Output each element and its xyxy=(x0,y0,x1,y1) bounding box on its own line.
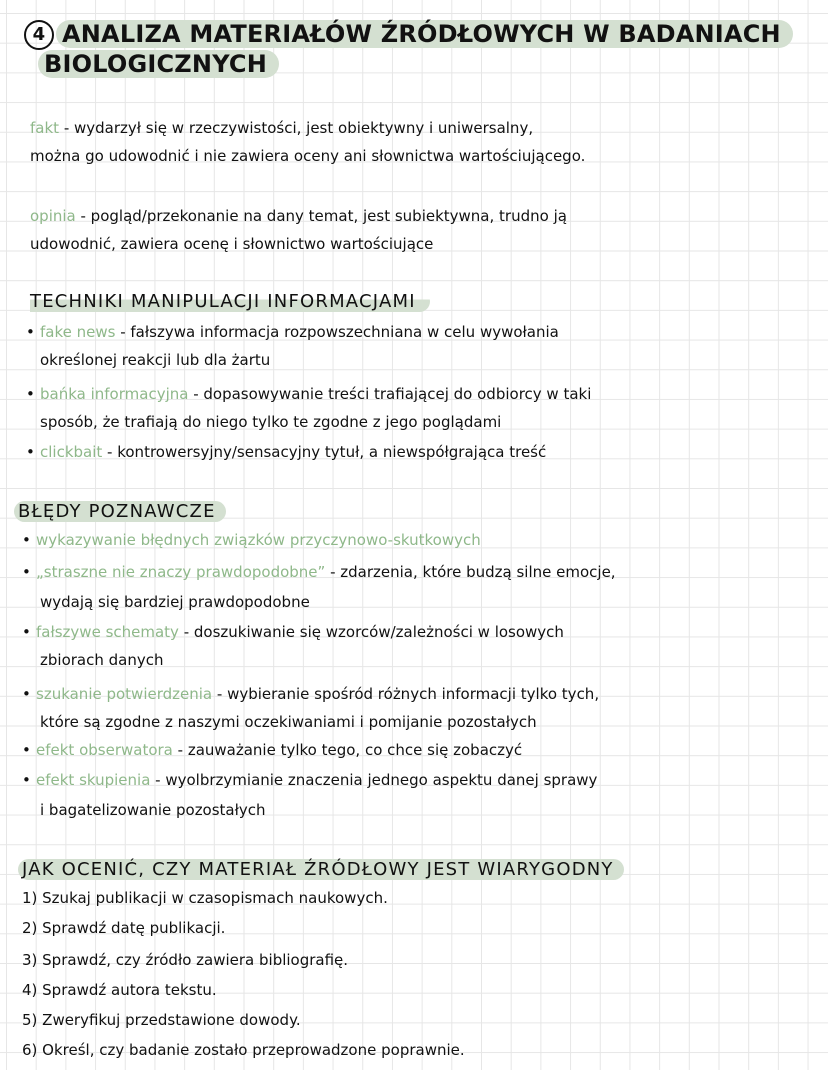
title-line-2 xyxy=(38,48,279,80)
item-text: - wybieranie spośród różnych informacji tylko tych, xyxy=(212,685,600,703)
list-item-continued xyxy=(40,592,310,612)
numbered-step xyxy=(22,1010,301,1030)
term: clickbait xyxy=(40,443,103,461)
term-opinia: opinia xyxy=(30,207,76,225)
page-title-continued: BIOLOGICZNYCH xyxy=(38,50,279,78)
term: „straszne nie znaczy prawdopodobne” xyxy=(36,563,326,581)
item-text: - kontrowersyjny/sensacyjny tytuł, a niewspółgrająca treść xyxy=(102,443,547,461)
list-item xyxy=(26,322,559,342)
term: fake news xyxy=(40,323,116,341)
step-text: 3) Sprawdź, czy źródło zawiera bibliografię. xyxy=(22,951,349,969)
bullet-icon: • xyxy=(22,771,31,789)
section-heading-evaluation xyxy=(18,858,624,882)
definition-fakt-line-2 xyxy=(30,146,585,166)
item-text: zbiorach danych xyxy=(40,651,164,669)
bullet-icon: • xyxy=(22,685,31,703)
item-text: sposób, że trafiają do niego tylko te zgodne z jego poglądami xyxy=(40,413,502,431)
bullet-icon: • xyxy=(22,563,31,581)
numbered-step xyxy=(22,950,348,970)
step-text: 6) Określ, czy badanie zostało przeprowadzone poprawnie. xyxy=(22,1041,465,1059)
list-item xyxy=(22,684,599,704)
term: bańka informacyjna xyxy=(40,385,189,403)
section-number-badge: 4 xyxy=(24,20,54,50)
numbered-step xyxy=(22,1040,465,1060)
list-item-continued xyxy=(40,412,501,432)
item-text: - fałszywa informacja rozpowszechniana w celu wywołania xyxy=(115,323,559,341)
item-text: które są zgodne z naszymi oczekiwaniami i pomijanie pozostałych xyxy=(40,713,537,731)
item-text: wydają się bardziej prawdopodobne xyxy=(40,593,310,611)
definition-text: można go udowodnić i nie zawiera oceny ani słownictwa wartościującego. xyxy=(30,147,586,165)
term: efekt obserwatora xyxy=(36,741,173,759)
term: szukanie potwierdzenia xyxy=(36,685,213,703)
item-text: i bagatelizowanie pozostałych xyxy=(40,801,266,819)
definition-opinia-line-2 xyxy=(30,234,433,254)
page-title: ANALIZA MATERIAŁÓW ŹRÓDŁOWYCH W BADANIACH xyxy=(56,20,793,48)
list-item xyxy=(22,740,522,760)
item-text: - doszukiwanie się wzorców/zależności w losowych xyxy=(178,623,564,641)
step-text: 1) Szukaj publikacji w czasopismach naukowych. xyxy=(22,889,388,907)
bullet-icon: • xyxy=(26,443,35,461)
step-text: 2) Sprawdź datę publikacji. xyxy=(22,919,226,937)
item-text: - zdarzenia, które budzą silne emocje, xyxy=(325,563,616,581)
item-text: - dopasowywanie treści trafiającej do odbiorcy w taki xyxy=(188,385,592,403)
step-text: 4) Sprawdź autora tekstu. xyxy=(22,981,217,999)
section-heading-techniques xyxy=(30,290,430,314)
list-item-continued xyxy=(40,350,270,370)
list-item xyxy=(22,562,616,582)
item-text: - wyolbrzymianie znaczenia jednego aspektu danej sprawy xyxy=(150,771,598,789)
term: efekt skupienia xyxy=(36,771,151,789)
bullet-icon: • xyxy=(26,385,35,403)
list-item-continued xyxy=(40,650,163,670)
heading-text: BŁĘDY POZNAWCZE xyxy=(14,501,226,522)
numbered-step xyxy=(22,980,217,1000)
step-text: 5) Zweryfikuj przedstawione dowody. xyxy=(22,1011,301,1029)
term-fakt: fakt xyxy=(30,119,60,137)
bullet-icon: • xyxy=(22,741,31,759)
definition-fakt-line-1 xyxy=(30,118,533,138)
list-item-continued xyxy=(40,800,266,820)
title-line-1 xyxy=(24,18,793,50)
heading-text: TECHNIKI MANIPULACJI INFORMACJAMI xyxy=(30,291,430,312)
item-text: - zauważanie tylko tego, co chce się zobaczyć xyxy=(172,741,523,759)
numbered-step xyxy=(22,888,388,908)
bullet-icon: • xyxy=(22,531,31,549)
numbered-step xyxy=(22,918,225,938)
list-item xyxy=(26,442,546,462)
bullet-icon: • xyxy=(22,623,31,641)
list-item xyxy=(26,384,591,404)
definition-text: - wydarzył się w rzeczywistości, jest obiektywny i uniwersalny, xyxy=(59,119,534,137)
item-text: określonej reakcji lub dla żartu xyxy=(40,351,271,369)
list-item xyxy=(22,770,597,790)
term: fałszywe schematy xyxy=(36,623,179,641)
list-item-continued xyxy=(40,712,537,732)
bullet-icon: • xyxy=(26,323,35,341)
heading-text: JAK OCENIĆ, CZY MATERIAŁ ŹRÓDŁOWY JEST WIARYGODNY xyxy=(18,859,624,880)
definition-text: udowodnić, zawiera ocenę i słownictwo wartościujące xyxy=(30,235,434,253)
definition-text: - pogląd/przekonanie na dany temat, jest subiektywna, trudno ją xyxy=(75,207,567,225)
list-item xyxy=(22,530,481,550)
list-item xyxy=(22,622,564,642)
term: wykazywanie błędnych związków przyczynowo-skutkowych xyxy=(36,531,481,549)
definition-opinia-line-1 xyxy=(30,206,567,226)
section-heading-biases xyxy=(14,500,226,524)
